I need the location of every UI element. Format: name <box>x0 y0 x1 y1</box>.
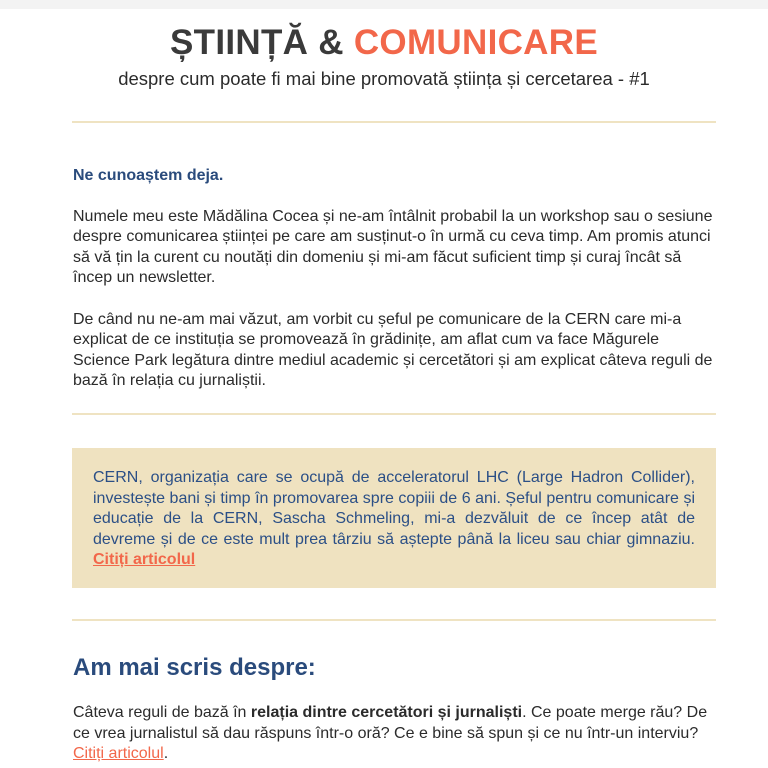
title-part-2: COMUNICARE <box>353 23 598 62</box>
more-read-article-link[interactable]: Citiți articolul <box>73 745 164 762</box>
intro-paragraph-2: De când nu ne-am mai văzut, am vorbit cu șeful pe comunicare de la CERN care mi-a explicat de ce instituția se promovează în grădinițe, am aflat cum va face Măgurele Science Park legătura dintre mediul academic și cercetători și am explicat câteva reguli de bază în relația cu jurnaliștii. <box>73 310 713 389</box>
newsletter-title <box>0 22 768 64</box>
cern-callout <box>72 448 716 588</box>
more-item-text-before: Câteva reguli de bază în <box>73 704 251 721</box>
more-articles-section <box>73 703 715 765</box>
divider-middle <box>72 413 716 415</box>
divider-top <box>72 121 716 123</box>
more-item-trailing: . <box>163 745 169 762</box>
callout-read-article-link[interactable]: Citiți articolul <box>93 551 196 568</box>
more-article-item <box>73 703 715 765</box>
callout-text-block <box>93 468 695 571</box>
newsletter-subtitle: despre cum poate fi mai bine promovată știința și cercetarea - #1 <box>118 68 650 89</box>
divider-lower <box>72 619 716 621</box>
more-item-bold-topic: relația dintre cercetători și jurnaliști <box>250 704 523 721</box>
more-articles-heading: Am mai scris despre: <box>73 654 316 681</box>
top-bar <box>0 0 768 9</box>
title-part-1: ȘTIINȚĂ & <box>170 23 354 62</box>
callout-text: CERN, organizația care se ocupă de acceleratorul LHC (Large Hadron Collider), investește bani și timp în promovarea spre copiii de 6 ani. Șeful pentru comunicare și educație de la CERN, Sascha Schmeling, mi-a dezvăluit de ce încep atât de devreme și de ce este mult prea târziu să aștepte până la liceu sau chiar gimnaziu. <box>93 469 695 548</box>
intro-paragraph-1: Numele meu este Mădălina Cocea și ne-am întâlnit probabil la un workshop sau o sesiune despre comunicarea științei pe care am susținut-o în urmă cu ceva timp. Am promis atunci să vă țin la curent cu noutăți din domeniu și mi-am făcut suficient timp și curaj încât să încep un newsletter. <box>73 207 713 286</box>
more-item-text-after: . Ce poate merge rău? De ce vrea jurnalistul să dau răspuns într-o oră? Ce e bine să spun și ce nu într-un interviu? <box>73 704 708 742</box>
intro-heading: Ne cunoaștem deja. <box>73 167 224 184</box>
intro-section <box>73 166 715 392</box>
newsletter-header <box>0 22 768 91</box>
